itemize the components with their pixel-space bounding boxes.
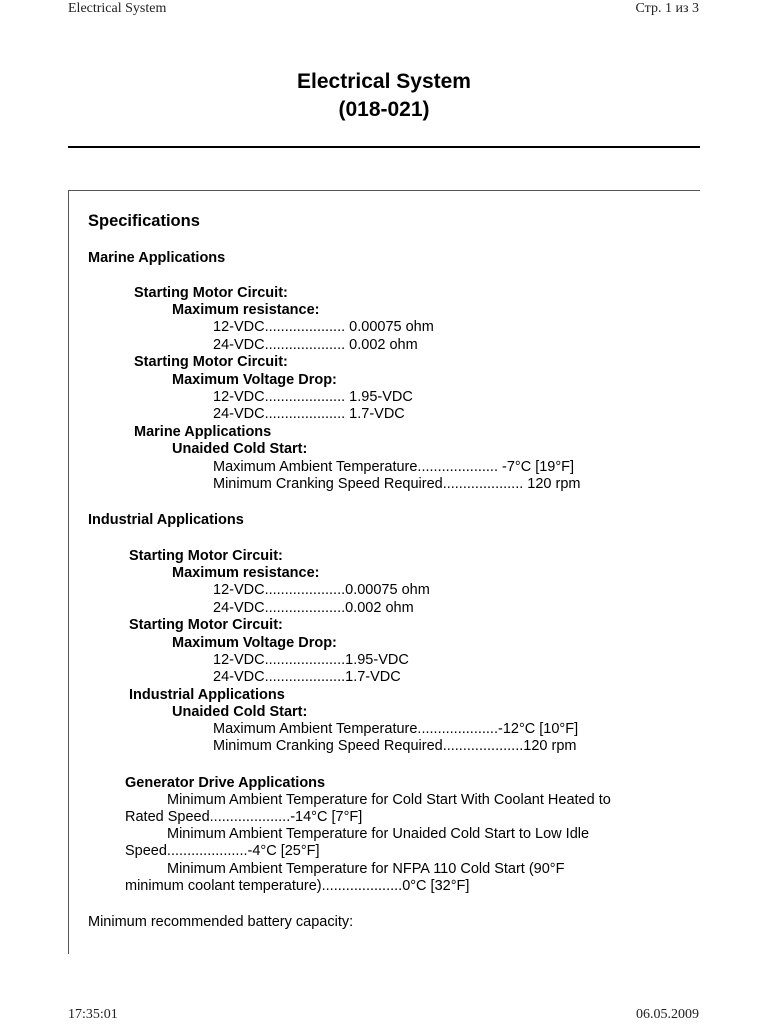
industrial-resistance-12vdc: 12-VDC....................0.00075 ohm [213, 582, 430, 598]
generator-coolant-heated-line2: Rated Speed....................-14°C [7°F] [125, 809, 363, 825]
marine-voltage-12vdc: 12-VDC.................... 1.95-VDC [213, 389, 413, 405]
industrial-max-voltage-drop-label: Maximum Voltage Drop: [172, 635, 337, 651]
page-header-title: Electrical System [68, 1, 167, 16]
marine-resistance-circuit-label: Starting Motor Circuit: [134, 285, 288, 301]
industrial-voltage-24vdc: 24-VDC....................1.7-VDC [213, 669, 401, 685]
page-number: Стр. 1 из 3 [635, 1, 699, 16]
print-date: 06.05.2009 [636, 1007, 699, 1022]
marine-unaided-cold-start-label: Unaided Cold Start: [172, 441, 308, 457]
generator-drive-heading: Generator Drive Applications [125, 775, 326, 791]
battery-capacity-label: Minimum recommended battery capacity: [88, 914, 354, 930]
document-subtitle: (018-021) [338, 98, 430, 121]
industrial-max-ambient-temperature: Maximum Ambient Temperature....................-12°C [10°F] [213, 721, 579, 737]
marine-voltage-circuit-label: Starting Motor Circuit: [134, 354, 288, 370]
content-frame-top [68, 190, 700, 191]
marine-max-resistance-label: Maximum resistance: [172, 302, 320, 318]
marine-min-cranking-speed: Minimum Cranking Speed Required.................... 120 rpm [213, 476, 581, 492]
marine-max-ambient-temperature: Maximum Ambient Temperature.................... -7°C [19°F] [213, 459, 575, 475]
industrial-max-resistance-label: Maximum resistance: [172, 565, 320, 581]
generator-unaided-cold-start-line2: Speed....................-4°C [25°F] [125, 843, 320, 859]
generator-unaided-cold-start-line1: Minimum Ambient Temperature for Unaided Cold Start to Low Idle [167, 826, 590, 842]
industrial-resistance-24vdc: 24-VDC....................0.002 ohm [213, 600, 414, 616]
marine-voltage-24vdc: 24-VDC.................... 1.7-VDC [213, 406, 405, 422]
content-frame-left [68, 190, 69, 954]
industrial-voltage-12vdc: 12-VDC....................1.95-VDC [213, 652, 409, 668]
industrial-min-cranking-speed: Minimum Cranking Speed Required....................120 rpm [213, 738, 577, 754]
specifications-heading: Specifications [88, 212, 200, 230]
marine-resistance-12vdc: 12-VDC.................... 0.00075 ohm [213, 319, 434, 335]
industrial-voltage-circuit-label: Starting Motor Circuit: [129, 617, 283, 633]
marine-cold-start-heading: Marine Applications [134, 424, 272, 440]
generator-nfpa-cold-start-line1: Minimum Ambient Temperature for NFPA 110 Cold Start (90°F [167, 861, 565, 877]
industrial-cold-start-heading: Industrial Applications [129, 687, 285, 703]
generator-coolant-heated-line1: Minimum Ambient Temperature for Cold Start With Coolant Heated to [167, 792, 611, 808]
industrial-unaided-cold-start-label: Unaided Cold Start: [172, 704, 308, 720]
print-time: 17:35:01 [68, 1007, 118, 1022]
industrial-resistance-circuit-label: Starting Motor Circuit: [129, 548, 283, 564]
marine-resistance-24vdc: 24-VDC.................... 0.002 ohm [213, 337, 418, 353]
title-divider [68, 146, 700, 148]
marine-max-voltage-drop-label: Maximum Voltage Drop: [172, 372, 337, 388]
generator-nfpa-cold-start-line2: minimum coolant temperature)....................0°C [32°F] [125, 878, 470, 894]
industrial-applications-heading: Industrial Applications [88, 512, 244, 528]
marine-applications-heading: Marine Applications [88, 250, 226, 266]
document-title: Electrical System [297, 70, 471, 93]
